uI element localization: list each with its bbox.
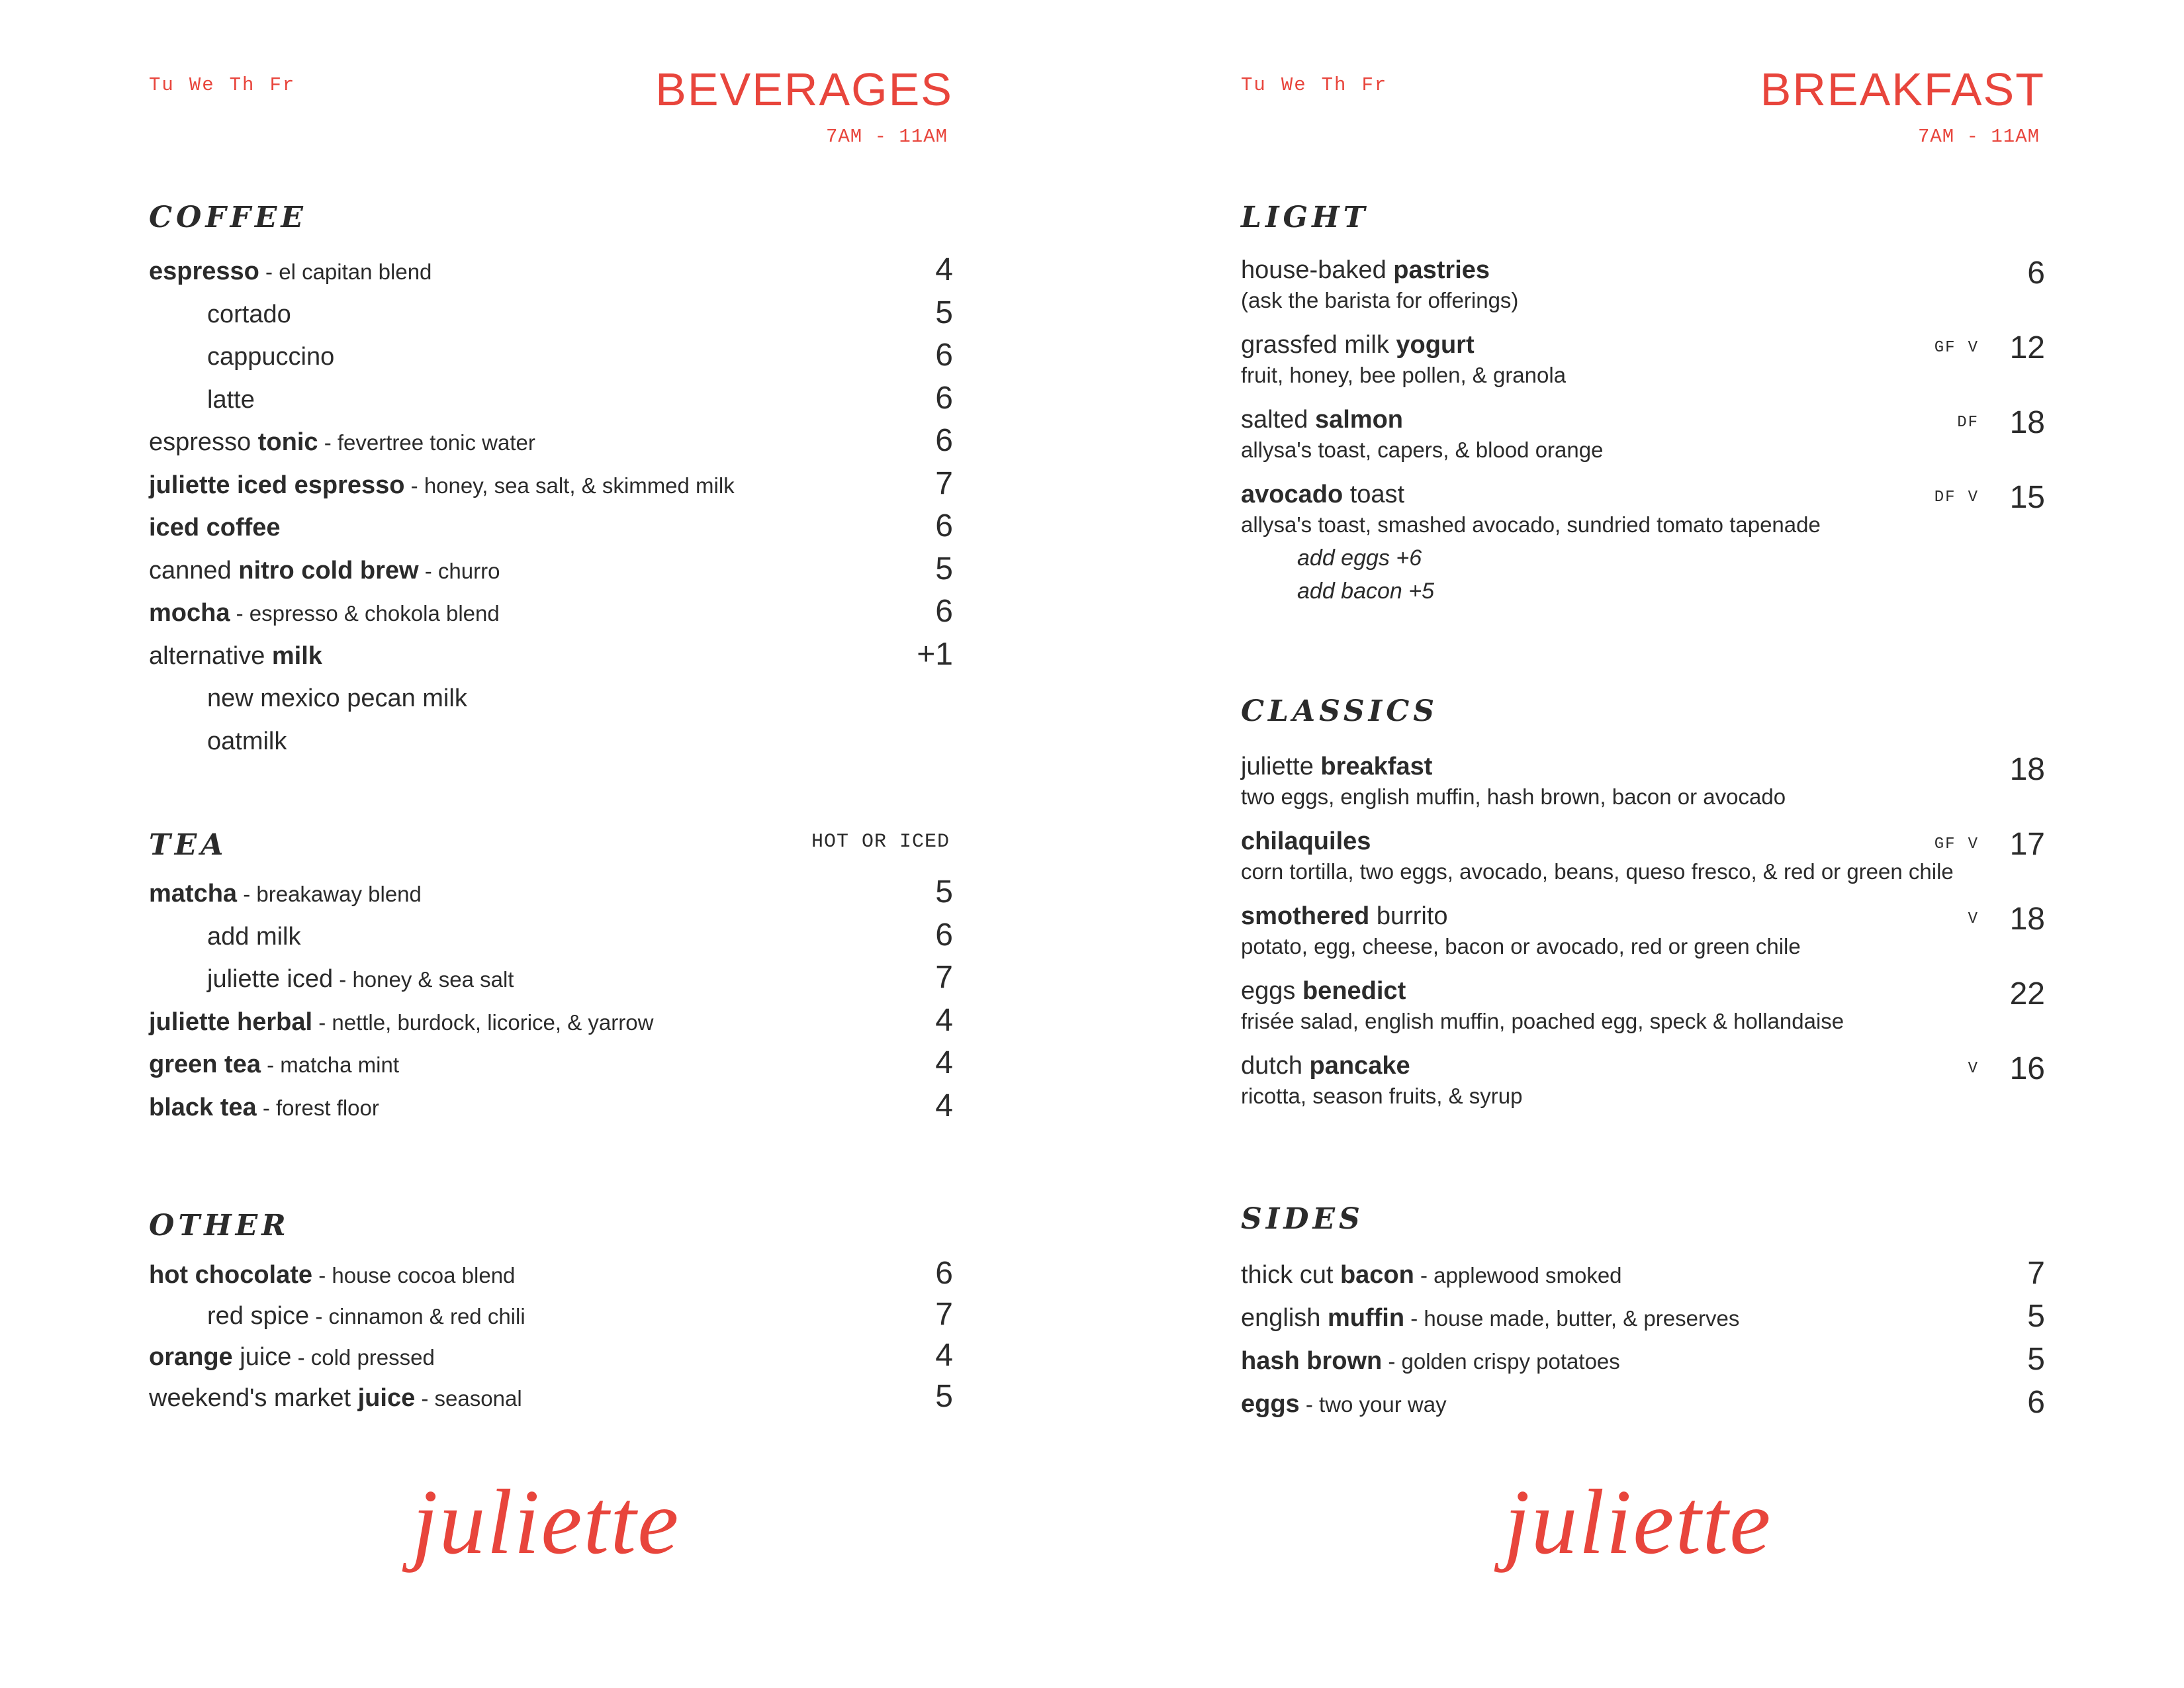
item-price: 12 xyxy=(2009,330,2045,365)
item-name: alternative xyxy=(149,641,272,670)
menu-item-line xyxy=(1241,1298,2045,1338)
item-description: - fevertree tonic water xyxy=(318,430,535,455)
menu-item xyxy=(1241,1049,2045,1115)
menu-item xyxy=(149,679,953,718)
section-title-coffee: COFFEE xyxy=(149,201,307,234)
menu-item xyxy=(1241,1298,2045,1338)
item-price: 7 xyxy=(935,465,953,501)
item-price: 5 xyxy=(935,874,953,910)
item-name-bold: avocado xyxy=(1241,481,1343,508)
item-price: 6 xyxy=(935,338,953,373)
menu-item-name-line xyxy=(1241,825,2045,858)
day-label: Fr xyxy=(269,74,296,96)
item-description: allysa's toast, smashed avocado, sundried tomato tapenade xyxy=(1241,512,1821,537)
item-description: - seasonal xyxy=(415,1386,522,1411)
menu-item xyxy=(149,508,953,547)
menu-item-name-line xyxy=(1241,974,2045,1008)
item-price: 5 xyxy=(935,295,953,330)
section-title-sides: SIDES xyxy=(1241,1202,1364,1236)
item-price: 4 xyxy=(935,252,953,287)
item-description: - house made, butter, & preserves xyxy=(1404,1306,1740,1331)
item-price: 4 xyxy=(935,1088,953,1123)
item-price: 7 xyxy=(2027,1256,2045,1291)
menu-item xyxy=(1241,825,2045,891)
item-name-bold: pancake xyxy=(1309,1052,1410,1080)
item-name: dutch xyxy=(1241,1052,1310,1080)
item-price: 6 xyxy=(935,917,953,953)
menu-item-line xyxy=(149,337,953,377)
menu-item-line xyxy=(149,917,953,957)
menu-item xyxy=(149,1296,953,1336)
item-name-bold: tonic xyxy=(257,428,318,456)
item-description: ricotta, season fruits, & syrup xyxy=(1241,1084,1523,1108)
menu-item xyxy=(149,1088,953,1127)
item-name: salted xyxy=(1241,406,1315,434)
menu-item-name-line xyxy=(1241,254,2045,287)
menu-item xyxy=(149,551,953,590)
breakfast-page xyxy=(1092,0,2184,1688)
item-name-bold: juliette iced espresso xyxy=(149,471,405,499)
item-price: +1 xyxy=(917,636,953,672)
menu-item-line xyxy=(149,636,953,676)
item-price: 5 xyxy=(935,1379,953,1414)
item-name: oatmilk xyxy=(207,727,287,755)
item-name-bold: black tea xyxy=(149,1093,257,1121)
item-description: two eggs, english muffin, hash brown, bacon or avocado xyxy=(1241,784,1786,809)
item-price: 4 xyxy=(935,1045,953,1080)
menu-item xyxy=(149,422,953,462)
item-name: latte xyxy=(207,385,255,414)
menu-item xyxy=(149,380,953,420)
item-price: 6 xyxy=(2027,256,2045,291)
menu-item-name-line xyxy=(1241,328,2045,361)
item-description: potato, egg, cheese, bacon or avocado, red or green chile xyxy=(1241,934,1801,959)
dietary-tags xyxy=(1934,339,1979,357)
day-label: Th xyxy=(1321,74,1347,96)
item-price: 6 xyxy=(935,508,953,543)
menu-item xyxy=(149,1045,953,1084)
section-title-light: LIGHT xyxy=(1241,201,1369,234)
menu-item xyxy=(149,1337,953,1377)
dietary-tag: DF xyxy=(1957,414,1979,432)
item-description: - honey & sea salt xyxy=(333,967,514,992)
menu-item xyxy=(149,722,953,761)
menu-item-line xyxy=(1241,1384,2045,1425)
menu-item xyxy=(149,1002,953,1042)
item-name-bold: nitro cold brew xyxy=(238,556,419,585)
menu-item-line xyxy=(149,1255,953,1295)
item-name-bold: smothered xyxy=(1241,902,1370,930)
item-price: 18 xyxy=(2009,752,2045,787)
item-name: weekend's market xyxy=(149,1384,358,1412)
menu-item xyxy=(149,636,953,676)
item-name-bold: espresso xyxy=(149,258,259,285)
item-price: 7 xyxy=(935,1297,953,1332)
menu-item-line xyxy=(149,1045,953,1085)
menu-item xyxy=(1241,974,2045,1041)
item-price: 4 xyxy=(935,1338,953,1373)
item-name: thick cut xyxy=(1241,1261,1340,1289)
item-name: eggs xyxy=(1241,977,1302,1005)
dietary-tag: GF xyxy=(1934,339,1956,357)
menu-item-line xyxy=(1241,1341,2045,1382)
item-price: 6 xyxy=(935,380,953,416)
days-open xyxy=(149,74,295,96)
menu-item-line xyxy=(149,380,953,420)
item-price: 18 xyxy=(2009,405,2045,440)
item-price: 6 xyxy=(935,1256,953,1291)
dietary-tag: DF xyxy=(1934,489,1956,506)
item-price: 16 xyxy=(2009,1051,2045,1086)
item-name: canned xyxy=(149,556,239,585)
menu-item-line xyxy=(149,679,953,718)
menu-item xyxy=(149,1378,953,1418)
item-price: 4 xyxy=(935,1002,953,1038)
item-name-bold: green tea xyxy=(149,1051,261,1078)
menu-item-line xyxy=(149,295,953,334)
menu-item xyxy=(149,295,953,334)
menu-item-line xyxy=(149,1002,953,1043)
menu-item-line xyxy=(149,722,953,761)
item-price: 17 xyxy=(2009,827,2045,862)
menu-title: BEVERAGES xyxy=(655,64,953,115)
menu-item-name-line xyxy=(1241,1049,2045,1082)
dietary-tags xyxy=(1968,1060,1979,1078)
tea-note: HOT OR ICED xyxy=(811,831,950,853)
menu-item xyxy=(1241,1255,2045,1295)
item-description: - cold pressed xyxy=(291,1345,435,1370)
menu-item xyxy=(1241,1341,2045,1381)
item-description: frisée salad, english muffin, poached egg, speck & hollandaise xyxy=(1241,1009,1844,1033)
menu-item-line xyxy=(149,1337,953,1378)
menu-item-name-line xyxy=(1241,478,2045,511)
item-description: - house cocoa blend xyxy=(312,1263,516,1288)
item-description: - cinnamon & red chili xyxy=(309,1304,525,1329)
item-name-bold: juice xyxy=(357,1384,416,1412)
dietary-tag: V xyxy=(1968,1060,1979,1078)
day-label: We xyxy=(1281,74,1307,96)
menu-item-line xyxy=(1241,1255,2045,1295)
item-name-bold: chilaquiles xyxy=(1241,827,1371,855)
item-name: house-baked xyxy=(1241,256,1394,284)
dietary-tag: GF xyxy=(1934,835,1956,853)
add-on-option: add eggs +6 xyxy=(1297,545,1422,571)
item-description: - golden crispy potatoes xyxy=(1382,1349,1620,1374)
day-label: Tu xyxy=(1241,74,1267,96)
day-label: Th xyxy=(229,74,255,96)
menu-item xyxy=(149,465,953,505)
menu-item xyxy=(149,337,953,377)
menu-hours: 7AM - 11AM xyxy=(1917,126,2040,148)
juliette-logo: juliette xyxy=(412,1471,680,1573)
menu-hours: 7AM - 11AM xyxy=(825,126,948,148)
item-name: english xyxy=(1241,1304,1328,1332)
menu-item-line xyxy=(149,1088,953,1128)
item-name-bold: bacon xyxy=(1340,1261,1414,1289)
menu-item-name-line xyxy=(1241,900,2045,933)
item-name-bold: muffin xyxy=(1327,1304,1405,1332)
item-price: 7 xyxy=(935,960,953,995)
menu-item xyxy=(1241,403,2045,469)
menu-item-line xyxy=(149,422,953,463)
item-name-bold: salmon xyxy=(1314,406,1404,434)
item-description: - forest floor xyxy=(256,1095,379,1120)
menu-item-name-line xyxy=(1241,750,2045,783)
dietary-tag: V xyxy=(1968,489,1979,506)
item-description: - applewood smoked xyxy=(1414,1263,1622,1288)
item-name-bold: orange xyxy=(149,1343,233,1371)
item-description: fruit, honey, bee pollen, & granola xyxy=(1241,363,1567,387)
item-name: toast xyxy=(1343,481,1405,508)
days-open xyxy=(1241,74,1387,96)
item-name-bold: mocha xyxy=(149,599,230,627)
item-name-bold: pastries xyxy=(1393,256,1490,284)
item-name: new mexico pecan milk xyxy=(207,684,467,712)
menu-item xyxy=(149,593,953,633)
item-name: juliette iced xyxy=(207,965,334,993)
item-price: 5 xyxy=(935,551,953,586)
item-name: juliette xyxy=(1241,753,1321,780)
dietary-tag: V xyxy=(1968,910,1979,928)
item-name: red spice xyxy=(207,1302,310,1330)
item-name-bold: breakfast xyxy=(1320,753,1433,780)
dietary-tag: V xyxy=(1968,835,1979,853)
item-name-bold: hash brown xyxy=(1241,1347,1383,1375)
add-on-list xyxy=(1241,541,1434,608)
item-description: - churro xyxy=(418,558,500,583)
section-title-other: OTHER xyxy=(149,1209,290,1243)
dietary-tags xyxy=(1957,414,1979,432)
item-name: add milk xyxy=(207,922,301,951)
menu-item-line xyxy=(149,508,953,547)
day-label: Fr xyxy=(1361,74,1388,96)
menu-item xyxy=(1241,750,2045,816)
item-name-bold: juliette herbal xyxy=(149,1008,313,1036)
dietary-tags xyxy=(1934,835,1979,853)
item-description: - matcha mint xyxy=(260,1053,400,1077)
item-price: 15 xyxy=(2009,480,2045,515)
add-on-option: add bacon +5 xyxy=(1297,579,1435,604)
menu-item xyxy=(1241,478,2045,544)
menu-item-line xyxy=(149,465,953,506)
item-name-bold: iced coffee xyxy=(149,514,281,541)
item-description: - breakaway blend xyxy=(237,882,422,906)
item-name-bold: milk xyxy=(271,641,322,670)
item-name: juice xyxy=(232,1343,292,1371)
menu-item-line xyxy=(149,551,953,591)
item-name-bold: hot chocolate xyxy=(149,1261,313,1289)
menu-item-line xyxy=(149,252,953,292)
menu-item-name-line xyxy=(1241,403,2045,436)
section-title-classics: CLASSICS xyxy=(1241,694,1439,728)
item-name: cappuccino xyxy=(207,343,335,371)
item-description: corn tortilla, two eggs, avocado, beans, queso fresco, & red or green chile xyxy=(1241,859,1954,884)
item-name-bold: benedict xyxy=(1302,977,1406,1005)
item-description: - espresso & chokola blend xyxy=(230,601,500,626)
menu-item xyxy=(1241,1384,2045,1424)
item-name: cortado xyxy=(207,300,291,328)
item-description: - nettle, burdock, licorice, & yarrow xyxy=(312,1009,654,1035)
item-description: - two your way xyxy=(1299,1392,1447,1417)
menu-item xyxy=(149,252,953,291)
item-price: 6 xyxy=(935,423,953,458)
menu-item xyxy=(149,1255,953,1295)
item-name-bold: matcha xyxy=(149,880,238,908)
menu-item xyxy=(1241,900,2045,966)
dietary-tags xyxy=(1934,489,1979,506)
menu-title: BREAKFAST xyxy=(1760,64,2045,115)
menu-item-line xyxy=(149,874,953,914)
item-description: (ask the barista for offerings) xyxy=(1241,288,1519,312)
day-label: Tu xyxy=(149,74,175,96)
item-name: grassfed milk xyxy=(1241,331,1396,359)
juliette-logo: juliette xyxy=(1504,1471,1772,1573)
item-description: - el capitan blend xyxy=(259,259,432,284)
menu-item xyxy=(149,959,953,999)
item-name-bold: yogurt xyxy=(1396,331,1475,359)
day-label: We xyxy=(189,74,215,96)
menu-item-line xyxy=(149,1378,953,1419)
item-price: 5 xyxy=(2027,1299,2045,1334)
menu-item xyxy=(149,917,953,957)
menu-item-line xyxy=(149,959,953,1000)
menu-item-line xyxy=(149,1296,953,1336)
item-description: allysa's toast, capers, & blood orange xyxy=(1241,438,1604,462)
item-description: - honey, sea salt, & skimmed milk xyxy=(404,473,735,498)
item-name: espresso xyxy=(149,428,258,456)
item-price: 5 xyxy=(2027,1342,2045,1377)
item-name-bold: eggs xyxy=(1241,1390,1300,1418)
menu-item xyxy=(1241,328,2045,395)
item-price: 6 xyxy=(2027,1385,2045,1420)
dietary-tags xyxy=(1968,910,1979,928)
menu-item xyxy=(149,874,953,914)
menu-item-line xyxy=(149,593,953,633)
dietary-tag: V xyxy=(1968,339,1979,357)
item-price: 6 xyxy=(935,594,953,629)
item-price: 22 xyxy=(2009,976,2045,1011)
item-price: 18 xyxy=(2009,902,2045,937)
item-name: burrito xyxy=(1369,902,1448,930)
menu-item xyxy=(1241,254,2045,320)
section-title-tea: TEA xyxy=(149,828,228,862)
